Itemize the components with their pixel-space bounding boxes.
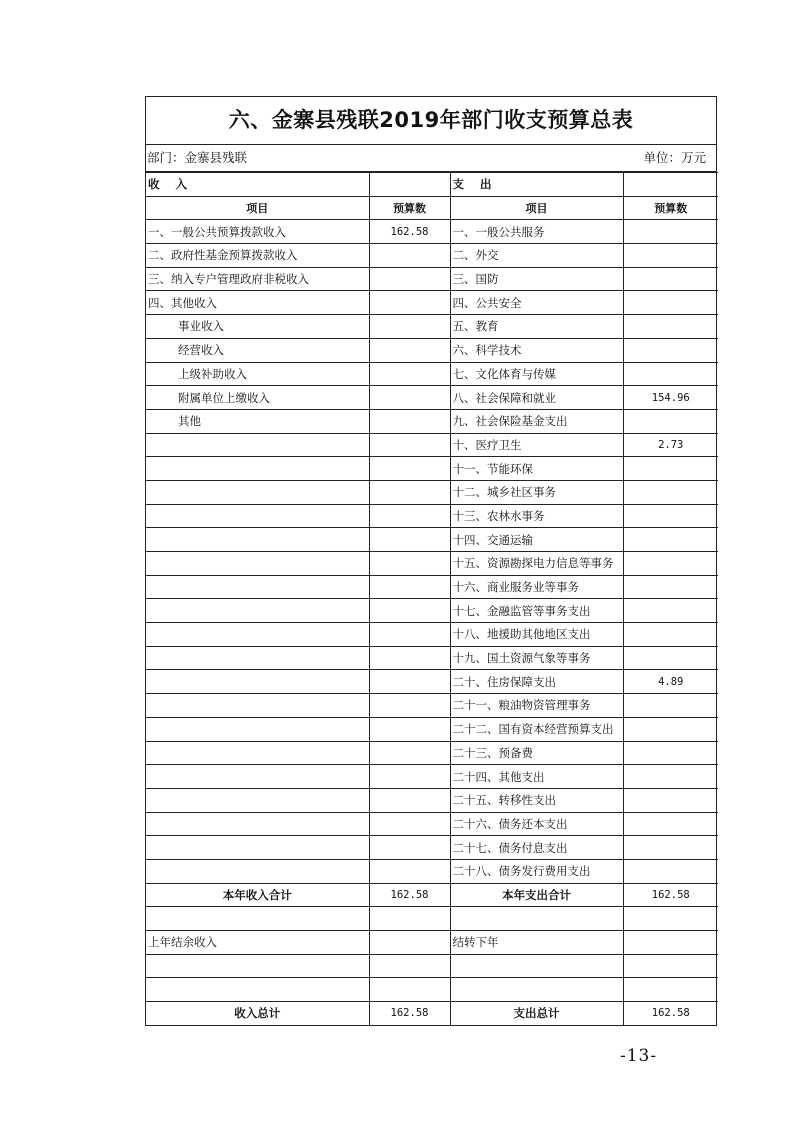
income-section-label: 收 入	[146, 173, 369, 197]
income-item-cell	[146, 788, 369, 812]
expense-item-cell: 十、医疗卫生	[450, 433, 623, 457]
expense-item-cell: 八、社会保障和就业	[450, 386, 623, 410]
income-item-cell: 附属单位上缴收入	[146, 386, 369, 410]
income-amount-cell	[369, 504, 450, 528]
income-amount-cell	[369, 575, 450, 599]
table-row	[146, 812, 718, 836]
income-amount-cell	[369, 694, 450, 718]
expense-amount-cell	[623, 812, 718, 836]
expense-amount-cell	[623, 646, 718, 670]
expense-item-cell: 十四、交通运输	[450, 528, 623, 552]
expense-amount-cell	[623, 978, 718, 1002]
expense-item-cell: 二十八、债务发行费用支出	[450, 859, 623, 883]
page-title: 六、金寨县残联2019年部门收支预算总表	[146, 97, 716, 145]
expense-item-cell: 二十七、债务付息支出	[450, 836, 623, 860]
table-row	[146, 670, 718, 694]
table-row	[146, 386, 718, 410]
table-row	[146, 859, 718, 883]
expense-amount-cell	[623, 765, 718, 789]
income-amount-cell	[369, 741, 450, 765]
table-row	[146, 480, 718, 504]
income-amount-cell	[369, 244, 450, 268]
income-amount-cell	[369, 552, 450, 576]
expense-amount-cell	[623, 457, 718, 481]
income-item-cell	[146, 765, 369, 789]
table-row	[146, 599, 718, 623]
income-item-cell	[146, 480, 369, 504]
table-row	[146, 457, 718, 481]
income-amount-cell	[369, 765, 450, 789]
income-item-cell	[146, 694, 369, 718]
expense-amount-cell	[623, 362, 718, 386]
expense-item-cell: 结转下年	[450, 931, 623, 955]
income-item-cell	[146, 717, 369, 741]
expense-item-cell	[450, 978, 623, 1002]
income-item-cell: 上年结余收入	[146, 931, 369, 955]
expense-amount-cell	[623, 954, 718, 978]
table-row	[146, 409, 718, 433]
expense-amount-cell	[623, 859, 718, 883]
income-amount-cell	[369, 409, 450, 433]
expense-amount-cell	[623, 244, 718, 268]
expense-amount-cell: 2.73	[623, 433, 718, 457]
table-row	[146, 338, 718, 362]
expense-amount-cell	[623, 220, 718, 244]
income-item-cell: 四、其他收入	[146, 291, 369, 315]
income-amount-cell	[369, 717, 450, 741]
expense-amount-cell	[623, 741, 718, 765]
income-item-cell	[146, 836, 369, 860]
table-row	[146, 504, 718, 528]
table-row	[146, 623, 718, 647]
income-item-cell: 事业收入	[146, 315, 369, 339]
expense-amount-cell	[623, 504, 718, 528]
income-amount-cell	[369, 433, 450, 457]
expense-item-cell: 三、国防	[450, 267, 623, 291]
expense-item-cell	[450, 954, 623, 978]
income-amount-cell	[369, 480, 450, 504]
income-item-cell	[146, 528, 369, 552]
income-amount-cell	[369, 599, 450, 623]
expense-amount-cell	[623, 931, 718, 955]
expense-item-cell: 二十、住房保障支出	[450, 670, 623, 694]
expense-item-header: 项目	[450, 196, 623, 220]
expense-amount-cell	[623, 907, 718, 931]
income-item-cell	[146, 907, 369, 931]
grand-income-total-amount: 162.58	[369, 1002, 450, 1025]
income-item-cell	[146, 433, 369, 457]
year-income-total-label: 本年收入合计	[146, 883, 369, 907]
income-item-cell	[146, 575, 369, 599]
year-expense-total-amount: 162.58	[623, 883, 718, 907]
expense-item-cell: 一、一般公共服务	[450, 220, 623, 244]
expense-amount-cell	[623, 836, 718, 860]
income-item-cell	[146, 670, 369, 694]
expense-item-cell: 十八、地援助其他地区支出	[450, 623, 623, 647]
table-row	[146, 907, 718, 931]
income-amount-cell	[369, 646, 450, 670]
income-item-cell: 一、一般公共预算拨款收入	[146, 220, 369, 244]
page-number: -13-	[620, 1046, 658, 1066]
income-item-cell: 三、纳入专户管理政府非税收入	[146, 267, 369, 291]
expense-amount-cell	[623, 623, 718, 647]
income-item-cell: 上级补助收入	[146, 362, 369, 386]
expense-amount-cell	[623, 694, 718, 718]
expense-item-cell: 十六、商业服务业等事务	[450, 575, 623, 599]
expense-amount-cell	[623, 480, 718, 504]
income-amount-cell	[369, 528, 450, 552]
budget-table-frame	[145, 96, 717, 1026]
year-total-row	[146, 883, 718, 907]
grand-expense-total-amount: 162.58	[623, 1002, 718, 1025]
income-amount-cell	[369, 315, 450, 339]
department-label: 部门：金寨县残联	[147, 150, 248, 165]
empty-cell	[369, 173, 450, 197]
expense-amount-cell	[623, 599, 718, 623]
grand-expense-total-label: 支出总计	[450, 1002, 623, 1025]
income-amount-cell	[369, 623, 450, 647]
income-item-cell	[146, 623, 369, 647]
expense-item-cell: 十七、金融监管等事务支出	[450, 599, 623, 623]
income-amount-cell	[369, 907, 450, 931]
expense-amount-cell	[623, 717, 718, 741]
income-item-cell	[146, 552, 369, 576]
expense-amount-cell	[623, 267, 718, 291]
expense-item-cell: 六、科学技术	[450, 338, 623, 362]
expense-amount-cell	[623, 315, 718, 339]
income-amount-cell	[369, 859, 450, 883]
income-item-header: 项目	[146, 196, 369, 220]
expense-amount-cell	[623, 552, 718, 576]
year-income-total-amount: 162.58	[369, 883, 450, 907]
expense-item-cell: 二十二、国有资本经营预算支出	[450, 717, 623, 741]
income-amount-header: 预算数	[369, 196, 450, 220]
income-item-cell	[146, 646, 369, 670]
table-row	[146, 220, 718, 244]
section-row	[146, 173, 718, 197]
year-expense-total-label: 本年支出合计	[450, 883, 623, 907]
table-row	[146, 836, 718, 860]
table-row	[146, 694, 718, 718]
table-row	[146, 362, 718, 386]
expense-item-cell: 十一、节能环保	[450, 457, 623, 481]
expense-item-cell: 二十四、其他支出	[450, 765, 623, 789]
table-row	[146, 552, 718, 576]
expense-item-cell: 五、教育	[450, 315, 623, 339]
expense-item-cell: 二十一、粮油物资管理事务	[450, 694, 623, 718]
table-row	[146, 267, 718, 291]
expense-item-cell: 七、文化体育与传媒	[450, 362, 623, 386]
income-item-cell: 经营收入	[146, 338, 369, 362]
expense-section-label: 支 出	[450, 173, 623, 197]
empty-cell	[623, 173, 718, 197]
income-item-cell: 二、政府性基金预算拨款收入	[146, 244, 369, 268]
income-amount-cell	[369, 978, 450, 1002]
table-row	[146, 291, 718, 315]
table-row	[146, 931, 718, 955]
income-amount-cell	[369, 291, 450, 315]
income-amount-cell	[369, 931, 450, 955]
meta-row	[146, 145, 716, 172]
expense-item-cell: 二十五、转移性支出	[450, 788, 623, 812]
expense-item-cell: 九、社会保险基金支出	[450, 409, 623, 433]
income-item-cell	[146, 954, 369, 978]
table-row	[146, 954, 718, 978]
income-amount-cell	[369, 670, 450, 694]
income-amount-cell	[369, 812, 450, 836]
income-item-cell	[146, 741, 369, 765]
income-amount-cell	[369, 362, 450, 386]
income-amount-cell	[369, 267, 450, 291]
expense-amount-cell	[623, 338, 718, 362]
expense-amount-cell	[623, 528, 718, 552]
income-amount-cell	[369, 338, 450, 362]
income-amount-cell: 162.58	[369, 220, 450, 244]
expense-amount-header: 预算数	[623, 196, 718, 220]
expense-item-cell: 二十三、预备费	[450, 741, 623, 765]
income-item-cell	[146, 504, 369, 528]
expense-item-cell: 十九、国土资源气象等事务	[450, 646, 623, 670]
income-amount-cell	[369, 954, 450, 978]
expense-amount-cell	[623, 409, 718, 433]
expense-item-cell: 十三、农林水事务	[450, 504, 623, 528]
table-row	[146, 765, 718, 789]
income-item-cell	[146, 599, 369, 623]
unit-label: 单位：万元	[643, 150, 706, 165]
income-item-cell: 其他	[146, 409, 369, 433]
expense-item-cell: 十五、资源勘探电力信息等事务	[450, 552, 623, 576]
expense-amount-cell: 154.96	[623, 386, 718, 410]
expense-item-cell	[450, 907, 623, 931]
table-row	[146, 978, 718, 1002]
income-amount-cell	[369, 457, 450, 481]
income-item-cell	[146, 978, 369, 1002]
header-row	[146, 196, 718, 220]
expense-amount-cell	[623, 575, 718, 599]
income-amount-cell	[369, 836, 450, 860]
expense-item-cell: 二十六、债务还本支出	[450, 812, 623, 836]
table-row	[146, 717, 718, 741]
income-item-cell	[146, 812, 369, 836]
income-amount-cell	[369, 386, 450, 410]
grand-total-row	[146, 1002, 718, 1025]
budget-table	[146, 172, 718, 1025]
table-row	[146, 315, 718, 339]
table-row	[146, 788, 718, 812]
table-row	[146, 741, 718, 765]
expense-item-cell: 二、外交	[450, 244, 623, 268]
income-amount-cell	[369, 788, 450, 812]
expense-amount-cell	[623, 291, 718, 315]
table-row	[146, 575, 718, 599]
expense-item-cell: 十二、城乡社区事务	[450, 480, 623, 504]
table-row	[146, 244, 718, 268]
grand-income-total-label: 收入总计	[146, 1002, 369, 1025]
table-row	[146, 646, 718, 670]
expense-amount-cell	[623, 788, 718, 812]
table-row	[146, 528, 718, 552]
income-item-cell	[146, 457, 369, 481]
expense-item-cell: 四、公共安全	[450, 291, 623, 315]
expense-amount-cell: 4.89	[623, 670, 718, 694]
table-row	[146, 433, 718, 457]
income-item-cell	[146, 859, 369, 883]
